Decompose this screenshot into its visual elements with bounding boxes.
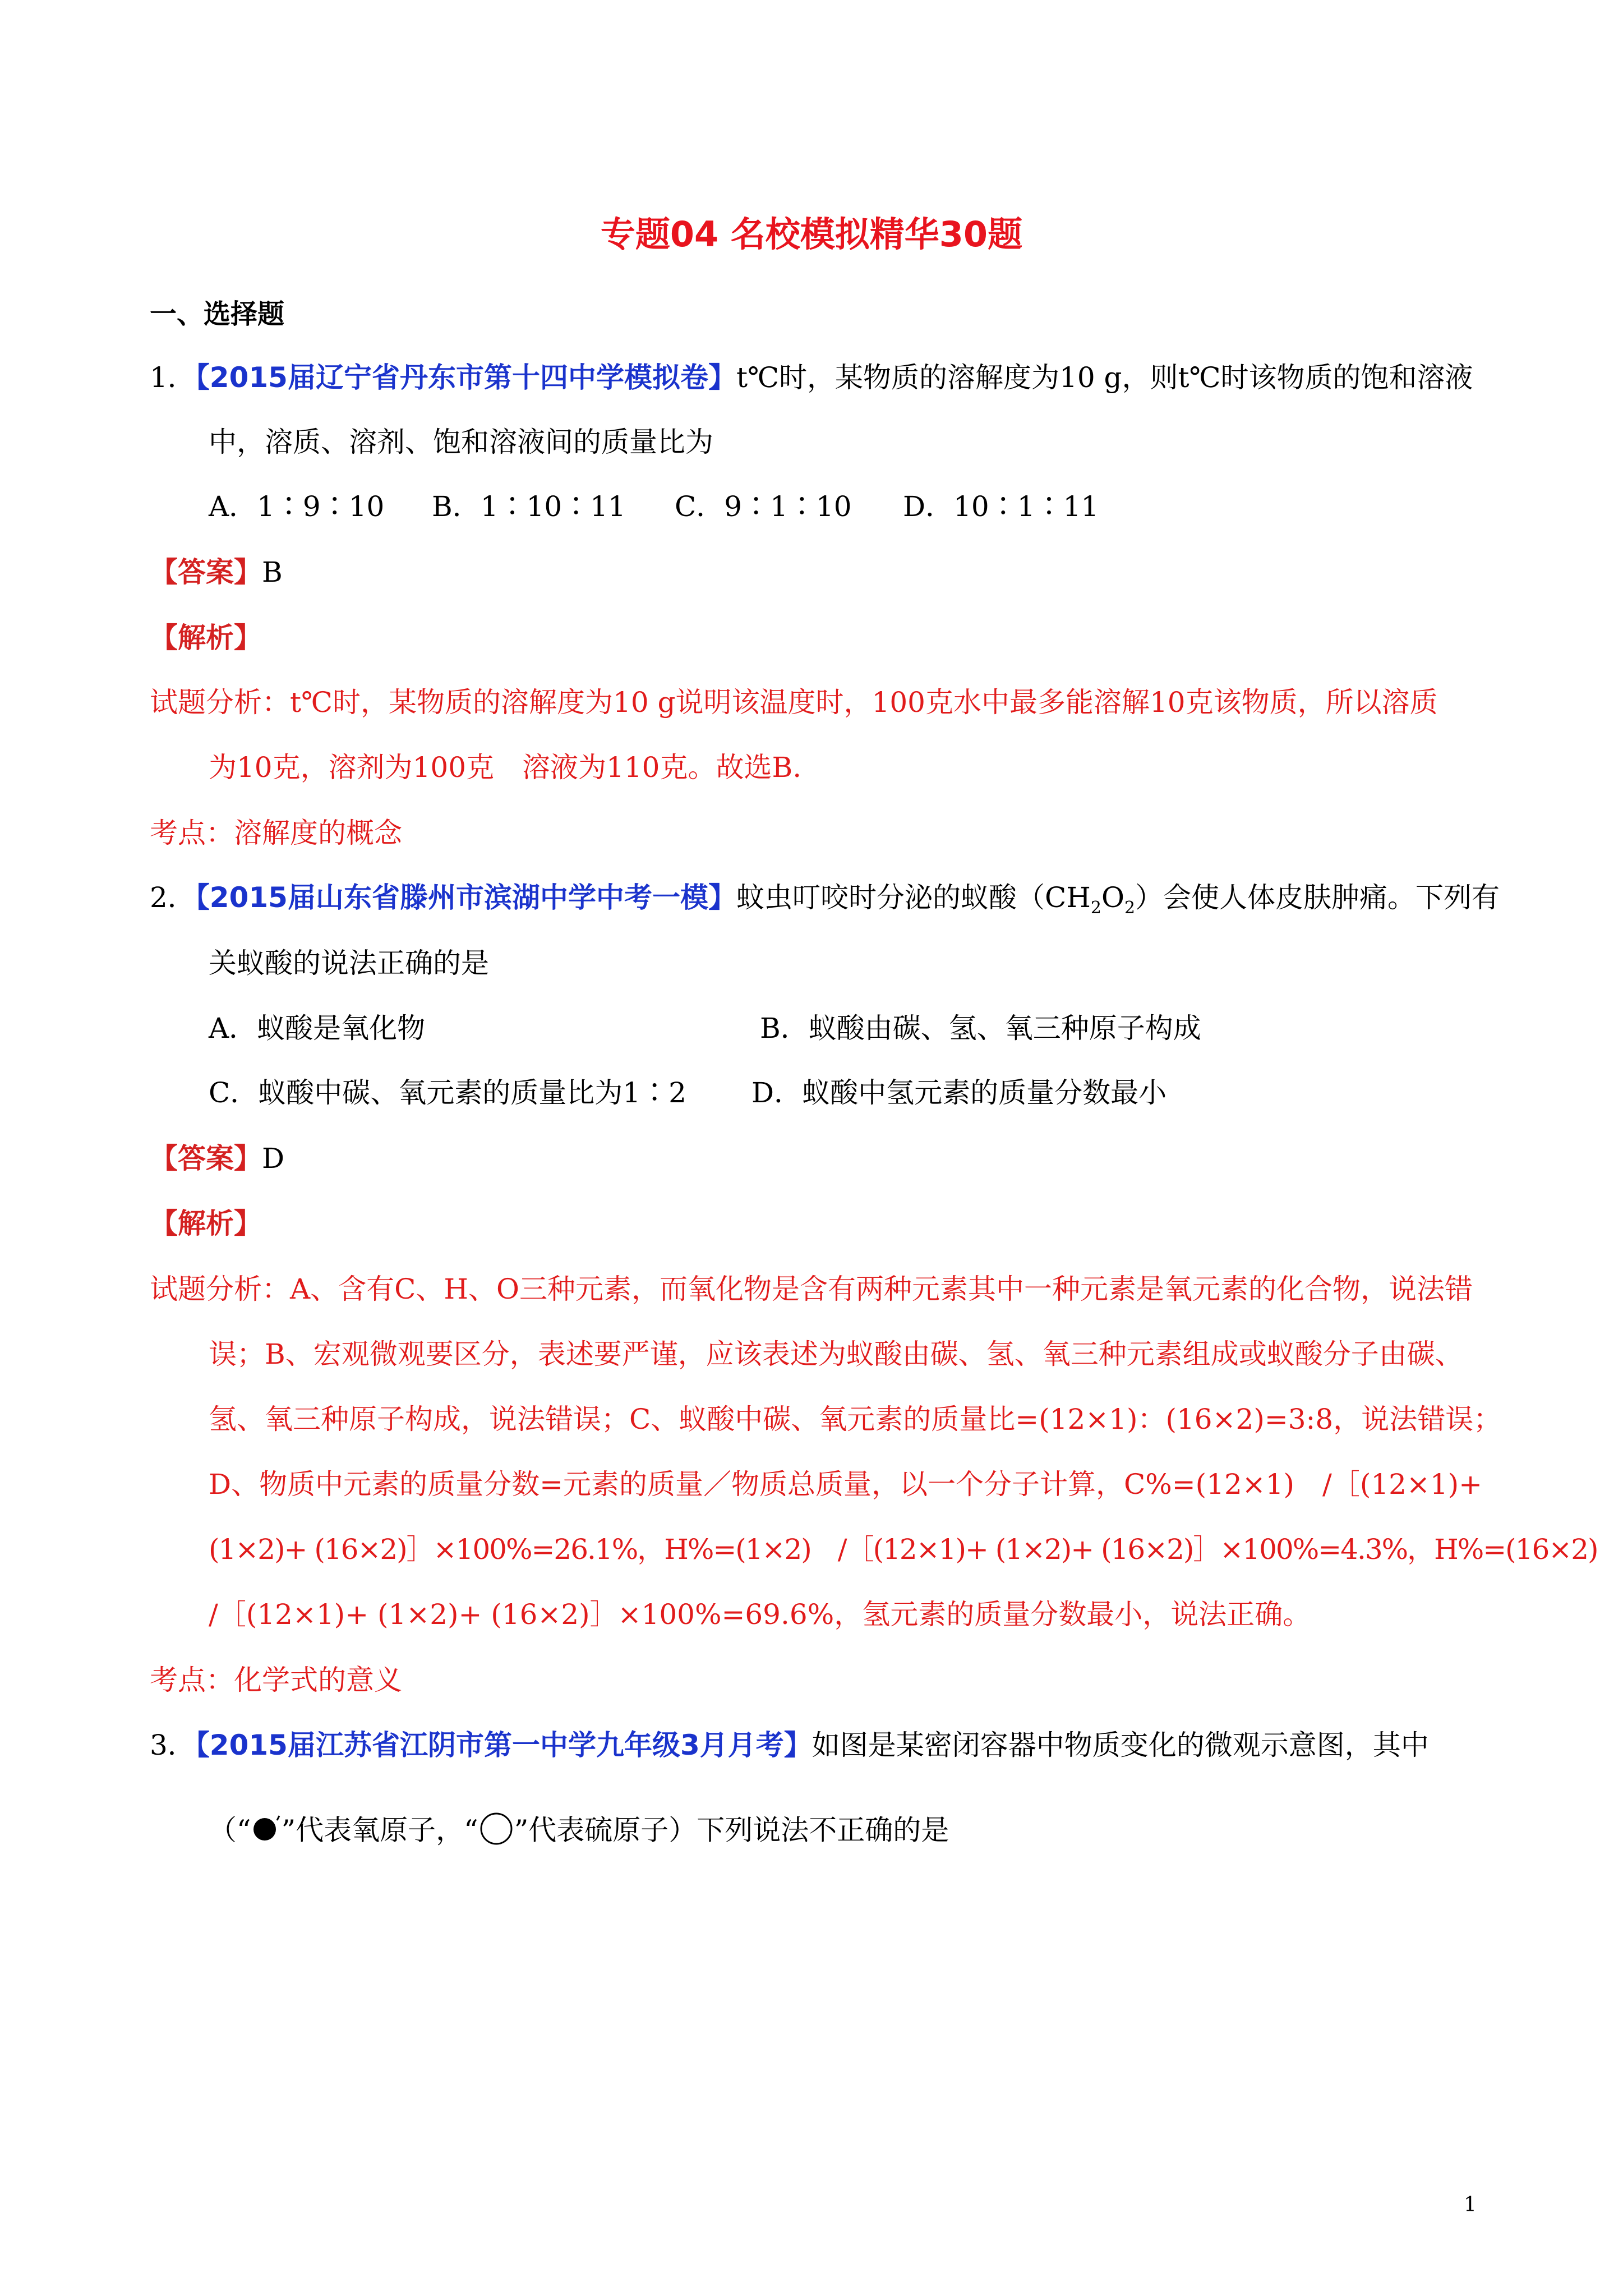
question-2-option-a: A．蚁酸是氧化物	[209, 1012, 426, 1045]
question-1-analysis-line-1: 试题分析：t℃时，某物质的溶解度为10 g说明该温度时，100克水中最多能溶解10克该物质，所以溶质	[150, 686, 1438, 719]
question-2-answer	[150, 1142, 284, 1175]
analysis-label: 【解析】	[150, 622, 262, 654]
question-1-source: 【2015届辽宁省丹东市第十四中学模拟卷】	[195, 361, 736, 394]
question-1-option-a: A．1∶9∶10	[209, 490, 385, 523]
section-heading: 一、选择题	[150, 298, 285, 330]
answer-value: D	[262, 1142, 285, 1175]
sulfur-atom-icon	[478, 1811, 514, 1854]
question-2-analysis-line-2: 误；B、宏观微观要区分，表述要严谨，应该表述为蚁酸由碳、氢、氧三种元素组成或蚁酸分子由碳、	[209, 1338, 1463, 1370]
question-1-line-1	[150, 361, 1473, 394]
question-3-line-2	[209, 1811, 949, 1854]
question-1-number: 1．	[150, 361, 196, 394]
question-3-stem-a: （“	[209, 1814, 251, 1847]
question-2-analysis-line-1: 试题分析：A、含有C、H、O三种元素，而氧化物是含有两种元素其中一种元素是氧元素的化合物，说法错	[150, 1273, 1473, 1305]
question-2-stem-b: O	[1101, 881, 1124, 914]
page-title: 专题04 名校模拟精华30题	[600, 214, 1023, 255]
subscript: 2	[1124, 898, 1136, 918]
oxygen-atom-icon	[251, 1814, 282, 1851]
question-1-stem: t℃时，某物质的溶解度为10 g，则t℃时该物质的饱和溶液	[736, 361, 1473, 394]
answer-label: 【答案】	[150, 1142, 262, 1175]
question-1-option-b: B．1∶10∶11	[432, 490, 626, 523]
question-1-answer	[150, 555, 283, 589]
question-2-option-b: B．蚁酸由碳、氢、氧三种原子构成	[760, 1012, 1201, 1045]
answer-label: 【答案】	[150, 556, 262, 588]
question-2-analysis-line-3: 氢、氧三种原子构成，说法错误；C、蚁酸中碳、氧元素的质量比=(12×1)：(16×2)=3:8，说法错误；	[209, 1403, 1502, 1435]
question-3-source: 【2015届江苏省江阴市第一中学九年级3月月考】	[195, 1729, 812, 1761]
question-1-kaodian: 考点：溶解度的概念	[150, 817, 402, 849]
question-3-stem: 如图是某密闭容器中物质变化的微观示意图，其中	[811, 1729, 1429, 1761]
question-3-stem-b: ”代表氧原子，“	[281, 1814, 478, 1847]
question-2-analysis-line-6: /［(12×1)+ (1×2)+ (16×2)］×100%=69.6%，氢元素的质量分数最小，说法正确。	[209, 1598, 1311, 1631]
question-1-option-d: D．10∶1∶11	[903, 490, 1099, 523]
question-2-line-2: 关蚁酸的说法正确的是	[209, 947, 489, 979]
question-2-source: 【2015届山东省滕州市滨湖中学中考一模】	[195, 881, 736, 914]
question-2-stem-c: ）会使人体皮肤肿痛。下列有	[1135, 881, 1500, 914]
question-1-line-2: 中，溶质、溶剂、饱和溶液间的质量比为	[209, 426, 713, 458]
question-2-option-c: C．蚁酸中碳、氧元素的质量比为1∶2	[209, 1076, 686, 1109]
question-2-number: 2．	[150, 881, 196, 914]
question-2-line-1	[150, 881, 1500, 918]
question-2-option-d: D．蚁酸中氢元素的质量分数最小	[751, 1076, 1167, 1109]
question-1-analysis-line-2: 为10克，溶剂为100克 溶液为110克。故选B.	[209, 751, 802, 784]
question-3-stem-c: ”代表硫原子）下列说法不正确的是	[514, 1814, 949, 1847]
question-2-analysis-line-5: (1×2)+ (16×2)］×100%=26.1%，H%=(1×2) /［(12×1)+ (1×2)+ (16×2)］×100%=4.3%，H%=(16×2)	[209, 1533, 1598, 1566]
question-2-analysis-line-4: D、物质中元素的质量分数=元素的质量／物质总质量，以一个分子计算，C%=(12×1) /［(12×1)+	[209, 1468, 1483, 1501]
subscript: 2	[1090, 898, 1101, 918]
question-3-number: 3．	[150, 1729, 196, 1761]
question-3-line-1	[150, 1728, 1429, 1762]
question-2-stem-a: 蚊虫叮咬时分泌的蚁酸（CH	[736, 881, 1091, 914]
page-number: 1	[1464, 2193, 1477, 2216]
analysis-label: 【解析】	[150, 1207, 262, 1240]
answer-value: B	[262, 556, 283, 588]
question-2-kaodian: 考点：化学式的意义	[150, 1664, 402, 1696]
question-1-option-c: C．9∶1∶10	[675, 490, 852, 523]
